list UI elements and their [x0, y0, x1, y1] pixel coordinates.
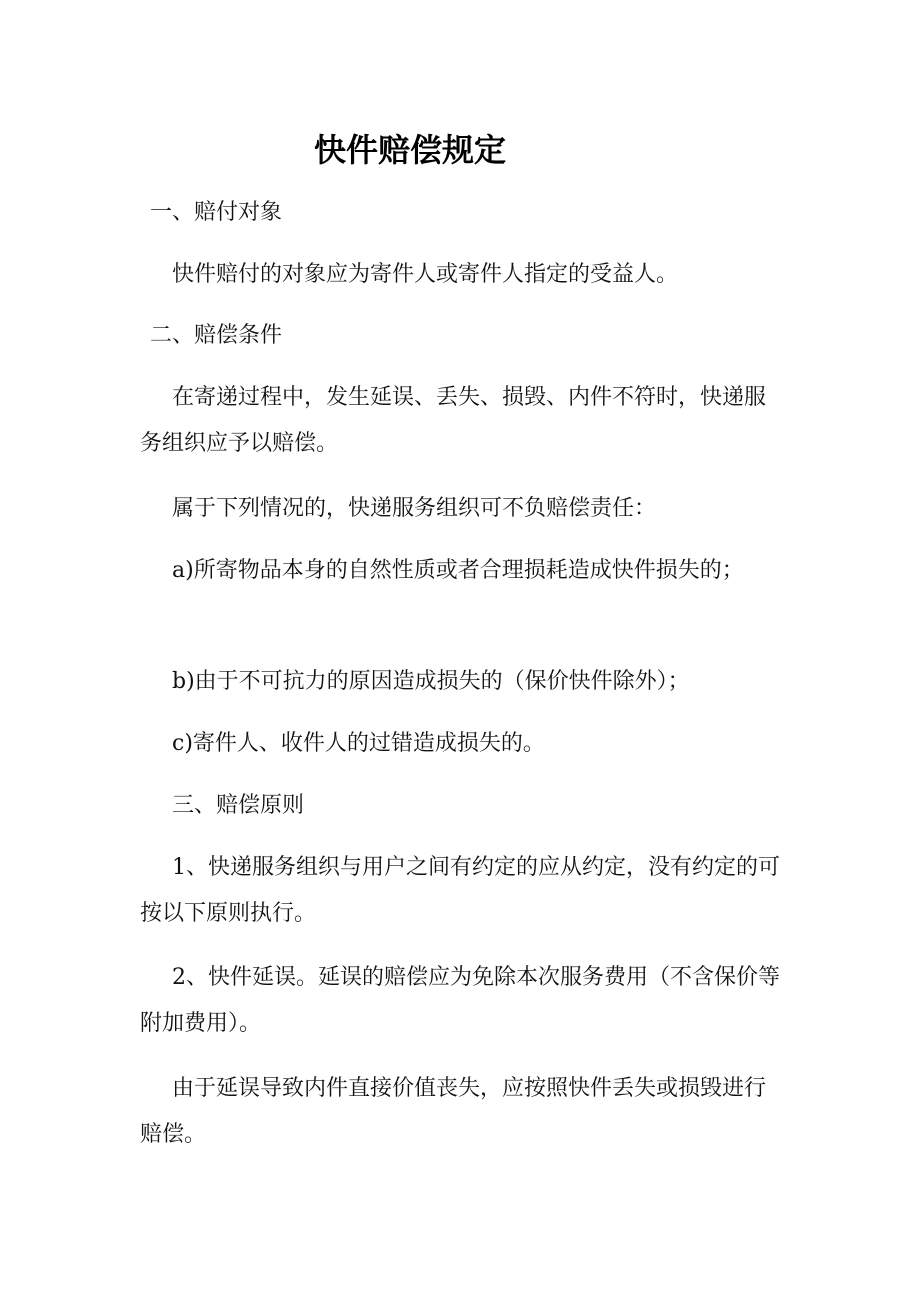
- section-heading-3: 三、赔偿原则: [172, 793, 305, 818]
- paragraph-exemptions-intro: 属于下列情况的，快递服务组织可不负赔偿责任：: [172, 496, 657, 521]
- list-item-c: c)寄件人、收件人的过错造成损失的。: [172, 731, 545, 756]
- document-title: 快件赔偿规定: [313, 131, 506, 169]
- paragraph-conditions: 在寄递过程中，发生延误、丢失、损毁、内件不符时，快递服务组织应予以赔偿。: [140, 385, 767, 456]
- section-heading-2: 二、赔偿条件: [150, 323, 283, 348]
- paragraph-principle-1: 1、快递服务组织与用户之间有约定的应从约定，没有约定的可按以下原则执行。: [140, 855, 780, 926]
- paragraph-principle-2: 2、快件延误。延误的赔偿应为免除本次服务费用（不含保价等附加费用）。: [140, 965, 780, 1036]
- paragraph-delay-loss: 由于延误导致内件直接价值丧失，应按照快件丢失或损毁进行赔偿。: [140, 1076, 767, 1147]
- section-heading-1: 一、赔付对象: [150, 200, 283, 225]
- list-item-a: a)所寄物品本身的自然性质或者合理损耗造成快件损失的；: [172, 558, 744, 583]
- list-item-b: b)由于不可抗力的原因造成损失的（保价快件除外）；: [172, 669, 690, 694]
- paragraph-beneficiary: 快件赔付的对象应为寄件人或寄件人指定的受益人。: [172, 262, 679, 287]
